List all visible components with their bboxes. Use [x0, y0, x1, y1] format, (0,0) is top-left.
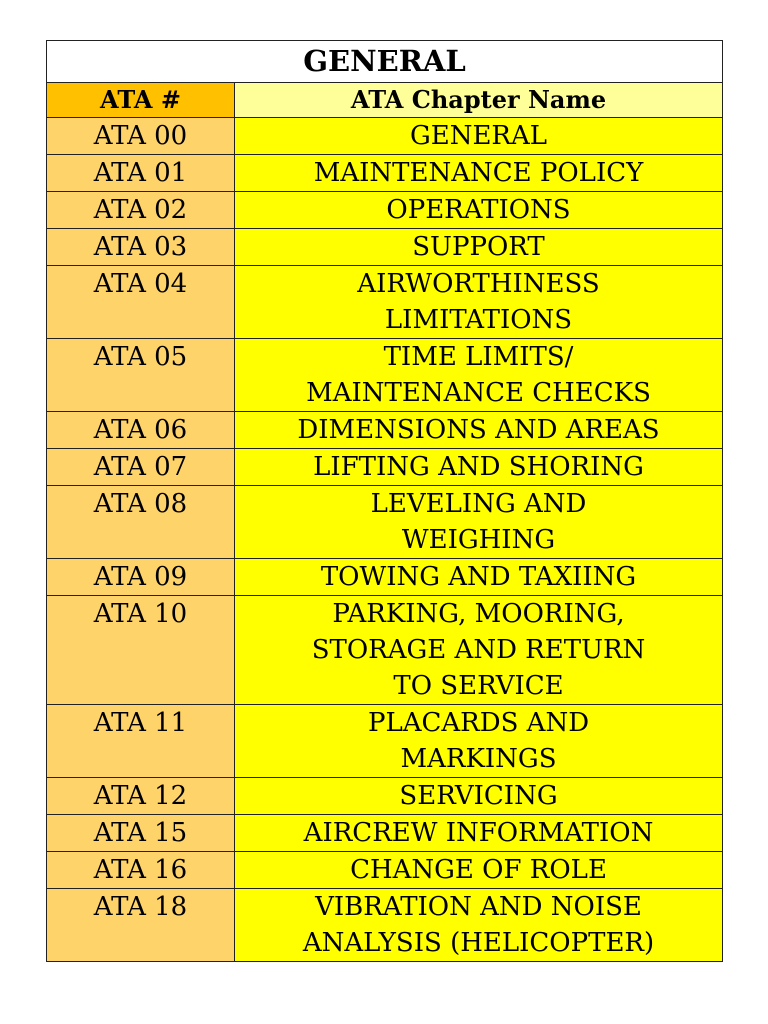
table-row: [47, 266, 723, 339]
ata-number-cell: ATA 01: [47, 155, 235, 192]
ata-number-cell: ATA 07: [47, 449, 235, 486]
chapter-name-cell: PLACARDS AND MARKINGS: [235, 705, 723, 778]
table-row: [47, 815, 723, 852]
chapter-name-cell: TIME LIMITS/ MAINTENANCE CHECKS: [235, 339, 723, 412]
table-row: [47, 155, 723, 192]
table-row: [47, 559, 723, 596]
chapter-name-cell: TOWING AND TAXIING: [235, 559, 723, 596]
table-row: [47, 229, 723, 266]
ata-number-cell: ATA 16: [47, 852, 235, 889]
table-row: [47, 596, 723, 705]
chapter-name-cell: MAINTENANCE POLICY: [235, 155, 723, 192]
chapter-name-cell: AIRCREW INFORMATION: [235, 815, 723, 852]
table-row: [47, 449, 723, 486]
ata-number-cell: ATA 02: [47, 192, 235, 229]
ata-number-cell: ATA 08: [47, 486, 235, 559]
ata-number-cell: ATA 03: [47, 229, 235, 266]
table-row: [47, 339, 723, 412]
table-title: GENERAL: [47, 41, 723, 83]
chapter-name-cell: GENERAL: [235, 118, 723, 155]
ata-number-cell: ATA 09: [47, 559, 235, 596]
chapter-name-cell: SERVICING: [235, 778, 723, 815]
chapter-name-cell: CHANGE OF ROLE: [235, 852, 723, 889]
ata-chapter-table-container: [46, 40, 722, 962]
chapter-name-cell: OPERATIONS: [235, 192, 723, 229]
ata-number-cell: ATA 11: [47, 705, 235, 778]
table-header-row: [47, 83, 723, 118]
column-header-chapter-name: ATA Chapter Name: [235, 83, 723, 118]
table-row: [47, 192, 723, 229]
chapter-name-cell: SUPPORT: [235, 229, 723, 266]
table-row: [47, 412, 723, 449]
chapter-name-cell: PARKING, MOORING, STORAGE AND RETURN TO SERVICE: [235, 596, 723, 705]
ata-number-cell: ATA 05: [47, 339, 235, 412]
ata-number-cell: ATA 18: [47, 889, 235, 962]
ata-number-cell: ATA 00: [47, 118, 235, 155]
column-header-ata-number: ATA #: [47, 83, 235, 118]
ata-number-cell: ATA 12: [47, 778, 235, 815]
table-row: [47, 705, 723, 778]
chapter-name-cell: LEVELING AND WEIGHING: [235, 486, 723, 559]
ata-number-cell: ATA 15: [47, 815, 235, 852]
ata-number-cell: ATA 06: [47, 412, 235, 449]
table-row: [47, 778, 723, 815]
ata-number-cell: ATA 10: [47, 596, 235, 705]
chapter-name-cell: AIRWORTHINESS LIMITATIONS: [235, 266, 723, 339]
ata-number-cell: ATA 04: [47, 266, 235, 339]
chapter-name-cell: DIMENSIONS AND AREAS: [235, 412, 723, 449]
table-row: [47, 118, 723, 155]
table-row: [47, 486, 723, 559]
chapter-name-cell: LIFTING AND SHORING: [235, 449, 723, 486]
table-row: [47, 889, 723, 962]
table-title-row: [47, 41, 723, 83]
ata-chapter-table: [46, 40, 723, 962]
table-row: [47, 852, 723, 889]
chapter-name-cell: VIBRATION AND NOISE ANALYSIS (HELICOPTER): [235, 889, 723, 962]
